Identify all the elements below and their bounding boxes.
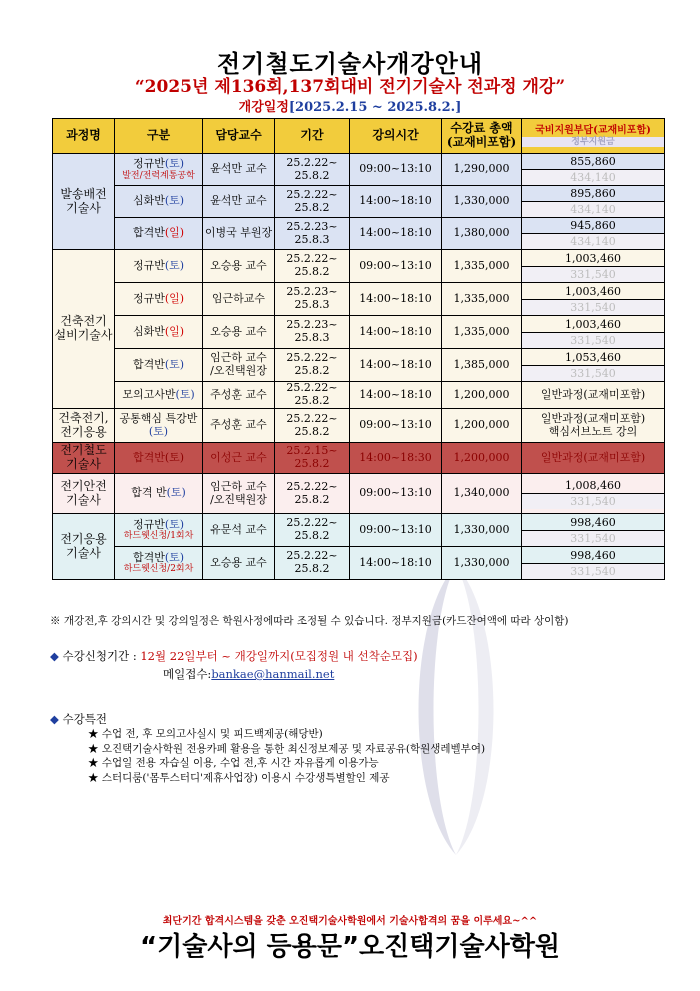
- gov-support-cell: [522, 283, 665, 316]
- course-type-day: (토): [175, 387, 195, 401]
- gov-self-pay: 998,460: [522, 515, 664, 531]
- gov-subsidy: 434,140: [522, 202, 664, 217]
- period-start: 25.2.15~: [286, 444, 338, 458]
- fee-cell: 1,330,000: [442, 547, 522, 580]
- gov-support-cell: [522, 186, 665, 218]
- professor-cell: 윤석만 교수: [203, 154, 275, 186]
- period-end: 25.8.2: [294, 168, 330, 182]
- col-gov-line2: 정부지원금: [522, 137, 664, 147]
- course-type-label: 정규반: [132, 157, 165, 170]
- course-type-cell: [115, 154, 203, 186]
- table-row: [53, 409, 665, 443]
- fee-cell: 1,200,000: [442, 443, 522, 474]
- table-row: [53, 218, 665, 250]
- period-end: 25.8.2: [294, 394, 330, 407]
- course-type-cell: [115, 514, 203, 547]
- gov-self-pay: 1,053,460: [522, 350, 664, 366]
- period-start: 25.2.22~: [286, 381, 338, 395]
- gov-self-pay: 895,860: [522, 186, 664, 202]
- course-type-cell: [115, 409, 203, 443]
- period-end: 25.8.2: [294, 364, 330, 377]
- period-cell: [275, 547, 350, 580]
- period-end: 25.8.3: [294, 232, 330, 246]
- gov-subsidy: 434,140: [522, 170, 664, 185]
- course-type-cell: [115, 186, 203, 218]
- gov-note: 일반과정(교재미포함): [540, 387, 646, 401]
- period-start: 25.2.23~: [286, 219, 338, 233]
- table-row: [53, 316, 665, 349]
- page-subtitle: “2025년 제136회,137회대비 전기기술사 전과정 개강”: [134, 77, 566, 97]
- gov-subsidy: 331,540: [522, 267, 664, 282]
- course-type-day: (토): [148, 424, 169, 438]
- course-group-cell: 건축전기, 전기응용: [53, 409, 115, 443]
- course-type-cell: [115, 443, 203, 474]
- fee-cell: 1,335,000: [442, 250, 522, 283]
- table-row: [53, 547, 665, 580]
- period-end: 25.8.3: [294, 331, 330, 344]
- period-cell: [275, 349, 350, 382]
- gov-subsidy: 331,540: [522, 564, 664, 579]
- course-type-label: 합격반: [132, 450, 165, 464]
- period-cell: [275, 154, 350, 186]
- period-start: 25.2.23~: [286, 318, 338, 332]
- gov-subsidy: 331,540: [522, 531, 664, 546]
- time-cell: 14:00~18:10: [350, 382, 442, 409]
- gov-self-pay: 1,003,460: [522, 317, 664, 333]
- professor-cell: 오승용 교수: [203, 250, 275, 283]
- page-title: 전기철도기술사개강안내: [216, 49, 484, 78]
- gov-support-cell: [522, 409, 665, 443]
- professor-cell: 이병국 부원장: [203, 218, 275, 250]
- gov-subsidy: 331,540: [522, 494, 664, 509]
- time-cell: 09:00~13:10: [350, 514, 442, 547]
- period-cell: [275, 382, 350, 409]
- period-cell: [275, 474, 350, 514]
- course-group-cell: 전기안전 기술사: [53, 474, 115, 514]
- fee-cell: 1,200,000: [442, 409, 522, 443]
- course-type-sub: 하드웻신청/2회차: [123, 564, 194, 575]
- diamond-icon: ◆: [50, 649, 59, 663]
- period-cell: [275, 218, 350, 250]
- time-cell: 14:00~18:10: [350, 547, 442, 580]
- col-time: 강의시간: [350, 119, 442, 154]
- professor-cell: 오승용 교수: [203, 316, 275, 349]
- fee-cell: 1,335,000: [442, 316, 522, 349]
- col-fee-line1: 수강료 총액: [450, 121, 513, 136]
- course-group-cell: 전기응용 기술사: [53, 514, 115, 580]
- perks-title: 수강특전: [62, 712, 107, 726]
- period-end: 25.8.2: [294, 424, 330, 438]
- col-fee: [442, 119, 522, 154]
- footer-brand: “기술사의 등용문”오진택기술사학원: [140, 932, 560, 962]
- course-type-label: 합격 반: [131, 486, 167, 500]
- period-start: 25.2.22~: [286, 549, 338, 563]
- period-cell: [275, 283, 350, 316]
- watermark-logo-icon: [396, 560, 516, 860]
- gov-subsidy: 434,140: [522, 234, 664, 249]
- course-type-day: (토): [164, 258, 185, 272]
- period-end: 25.8.3: [294, 298, 330, 311]
- email-label: 메일접수:: [163, 667, 212, 681]
- professor-cell: 주성훈 교수: [203, 382, 275, 409]
- fee-cell: 1,290,000: [442, 154, 522, 186]
- course-type-cell: [115, 349, 203, 382]
- perk-item: ★ 오진택기술사학원 전용카페 활용을 통한 최신정보제공 및 자료공유(학원생레벨부여): [88, 742, 485, 757]
- course-type-day: (토): [164, 357, 185, 371]
- table-row: [53, 250, 665, 283]
- course-type-cell: [115, 316, 203, 349]
- fee-cell: 1,380,000: [442, 218, 522, 250]
- table-row: [53, 186, 665, 218]
- period-end: 25.8.2: [294, 529, 330, 542]
- gov-support-cell: [522, 316, 665, 349]
- schedule-range: [2025.2.15 ~ 2025.8.2.]: [288, 100, 462, 115]
- gov-support-cell: [522, 547, 665, 580]
- course-type-label: 합격반: [132, 226, 165, 240]
- professor-cell: 임근하 교수 /오진택원장: [203, 474, 275, 514]
- course-type-day: (토): [164, 550, 185, 564]
- period-cell: [275, 443, 350, 474]
- gov-support-cell: [522, 218, 665, 250]
- gov-self-pay: 1,003,460: [522, 251, 664, 267]
- time-cell: 09:00~13:10: [350, 250, 442, 283]
- period-cell: [275, 250, 350, 283]
- gov-self-pay: 1,008,460: [522, 478, 664, 494]
- course-type-day: (일): [164, 226, 185, 240]
- course-type-cell: [115, 250, 203, 283]
- gov-support-cell: [522, 382, 665, 409]
- course-type-label: 모의고사반: [122, 387, 176, 401]
- period-cell: [275, 409, 350, 443]
- schedule-note: ※ 개강전,후 강의시간 및 강의일정은 학원사정에따라 조정될 수 있습니다. 정부지원금(카드잔여액에 따라 상이함): [50, 615, 569, 627]
- course-type-label: 공통핵심 특강반: [119, 411, 198, 425]
- time-cell: 14:00~18:30: [350, 443, 442, 474]
- col-period: 기간: [275, 119, 350, 154]
- time-cell: 14:00~18:10: [350, 283, 442, 316]
- course-type-day: (일): [164, 324, 185, 338]
- course-type-day: (토): [166, 486, 186, 500]
- course-type-label: 심화반: [132, 324, 165, 338]
- gov-support-cell: [522, 349, 665, 382]
- fee-cell: 1,330,000: [442, 514, 522, 547]
- period-start: 25.2.22~: [286, 252, 338, 266]
- gov-support-cell: [522, 250, 665, 283]
- gov-note: 일반과정(교재미포함): [540, 450, 646, 464]
- table-header-row: [53, 119, 665, 154]
- period-start: 25.2.22~: [286, 411, 338, 425]
- course-type-label: 정규반: [132, 291, 165, 305]
- period-end: 25.8.2: [294, 457, 330, 470]
- course-type-day: (토): [164, 194, 185, 208]
- course-type-sub: 발전/전력계통공학: [122, 170, 195, 181]
- table-row: [53, 443, 665, 474]
- gov-self-pay: 945,860: [522, 218, 664, 234]
- period-start: 25.2.22~: [286, 187, 338, 201]
- table-row: [53, 514, 665, 547]
- perks-heading: [50, 711, 107, 727]
- period-cell: [275, 514, 350, 547]
- professor-cell: 이성근 교수: [203, 443, 275, 474]
- period-cell: [275, 316, 350, 349]
- fee-cell: 1,340,000: [442, 474, 522, 514]
- gov-support-cell: [522, 154, 665, 186]
- gov-support-cell: [522, 514, 665, 547]
- course-type-label: 합격반: [132, 550, 165, 564]
- course-group-cell: 발송배전 기술사: [53, 154, 115, 250]
- table-row: [53, 283, 665, 316]
- fee-cell: 1,385,000: [442, 349, 522, 382]
- gov-self-pay: 998,460: [522, 548, 664, 564]
- email-line: [163, 666, 334, 682]
- course-type-label: 정규반: [132, 517, 165, 531]
- period-start: 25.2.23~: [286, 285, 338, 299]
- diamond-icon: ◆: [50, 712, 59, 726]
- professor-cell: 주성훈 교수: [203, 409, 275, 443]
- time-cell: 14:00~18:10: [350, 349, 442, 382]
- course-type-cell: [115, 474, 203, 514]
- course-type-day: (토): [164, 450, 185, 464]
- course-type-cell: [115, 547, 203, 580]
- fee-cell: 1,335,000: [442, 283, 522, 316]
- period-start: 25.2.22~: [286, 516, 338, 530]
- gov-subsidy: 331,540: [522, 366, 664, 381]
- time-cell: 09:00~13:10: [350, 474, 442, 514]
- course-type-label: 합격반: [132, 357, 165, 371]
- gov-support-cell: [522, 443, 665, 474]
- perks-list: [88, 727, 485, 785]
- footer-slogan: 최단기간 합격시스템을 갖춘 오진택기술사학원에서 기술사합격의 꿈을 이루세요~^^: [162, 916, 538, 927]
- course-table: [52, 118, 665, 580]
- course-type-day: (토): [164, 517, 185, 531]
- gov-note: 일반과정(교재미포함) 핵심서브노트 강의: [540, 411, 646, 438]
- time-cell: 09:00~13:10: [350, 154, 442, 186]
- perk-item: ★ 스터디룸('몸투스터디'제휴사업장) 이용시 수강생특별할인 제공: [88, 771, 485, 786]
- col-gov: [522, 119, 665, 154]
- col-type: 구분: [115, 119, 203, 154]
- course-type-sub: 하드웻신청/1회차: [123, 531, 194, 542]
- period-start: 25.2.22~: [286, 479, 338, 493]
- gov-self-pay: 1,003,460: [522, 284, 664, 300]
- time-cell: 14:00~18:10: [350, 218, 442, 250]
- col-gov-line1: 국비지원부담(교재비포함): [535, 124, 651, 136]
- professor-cell: 윤석만 교수: [203, 186, 275, 218]
- time-cell: 09:00~13:10: [350, 409, 442, 443]
- course-type-cell: [115, 283, 203, 316]
- perk-item: ★ 수업 전, 후 모의고사실시 및 피드백제공(해당반): [88, 727, 485, 742]
- professor-cell: 임근하교수: [203, 283, 275, 316]
- period-start: 25.2.22~: [286, 155, 338, 169]
- period-start: 25.2.22~: [286, 351, 338, 365]
- time-cell: 14:00~18:10: [350, 186, 442, 218]
- course-type-label: 정규반: [132, 258, 165, 272]
- course-type-cell: [115, 218, 203, 250]
- email-link[interactable]: bankae@hanmail.net: [211, 667, 335, 681]
- col-course: 과정명: [53, 119, 115, 154]
- course-group-cell: 전기철도 기술사: [53, 443, 115, 474]
- apply-range: 12월 22일부터 ~ 개강일까지(모집정원 내 선착순모집): [140, 649, 418, 663]
- time-cell: 14:00~18:10: [350, 316, 442, 349]
- course-type-label: 심화반: [132, 194, 165, 208]
- schedule-label: 개강일정: [238, 100, 289, 115]
- schedule-line: [0, 96, 700, 115]
- course-type-day: (일): [164, 291, 185, 305]
- professor-cell: 오승용 교수: [203, 547, 275, 580]
- period-cell: [275, 186, 350, 218]
- course-type-day: (토): [164, 157, 185, 170]
- gov-subsidy: 331,540: [522, 333, 664, 348]
- gov-support-cell: [522, 474, 665, 514]
- fee-cell: 1,330,000: [442, 186, 522, 218]
- course-group-cell: 건축전기 설비기술사: [53, 250, 115, 409]
- period-end: 25.8.2: [294, 265, 330, 278]
- apply-period: [50, 648, 418, 664]
- period-end: 25.8.2: [294, 562, 330, 575]
- col-professor: 담당교수: [203, 119, 275, 154]
- col-fee-line2: (교재비포함): [446, 135, 517, 149]
- gov-self-pay: 855,860: [522, 154, 664, 170]
- course-type-cell: [115, 382, 203, 409]
- table-row: [53, 382, 665, 409]
- period-end: 25.8.2: [294, 200, 330, 214]
- period-end: 25.8.2: [294, 492, 330, 506]
- perk-item: ★ 수업일 전용 자습실 이용, 수업 전,후 시간 자유롭게 이용가능: [88, 756, 485, 771]
- professor-cell: 임근하 교수 /오진택원장: [203, 349, 275, 382]
- fee-cell: 1,200,000: [442, 382, 522, 409]
- table-row: [53, 474, 665, 514]
- professor-cell: 유문석 교수: [203, 514, 275, 547]
- apply-label: 수강신청기간 :: [62, 649, 141, 663]
- table-row: [53, 349, 665, 382]
- table-row: [53, 154, 665, 186]
- gov-subsidy: 331,540: [522, 300, 664, 315]
